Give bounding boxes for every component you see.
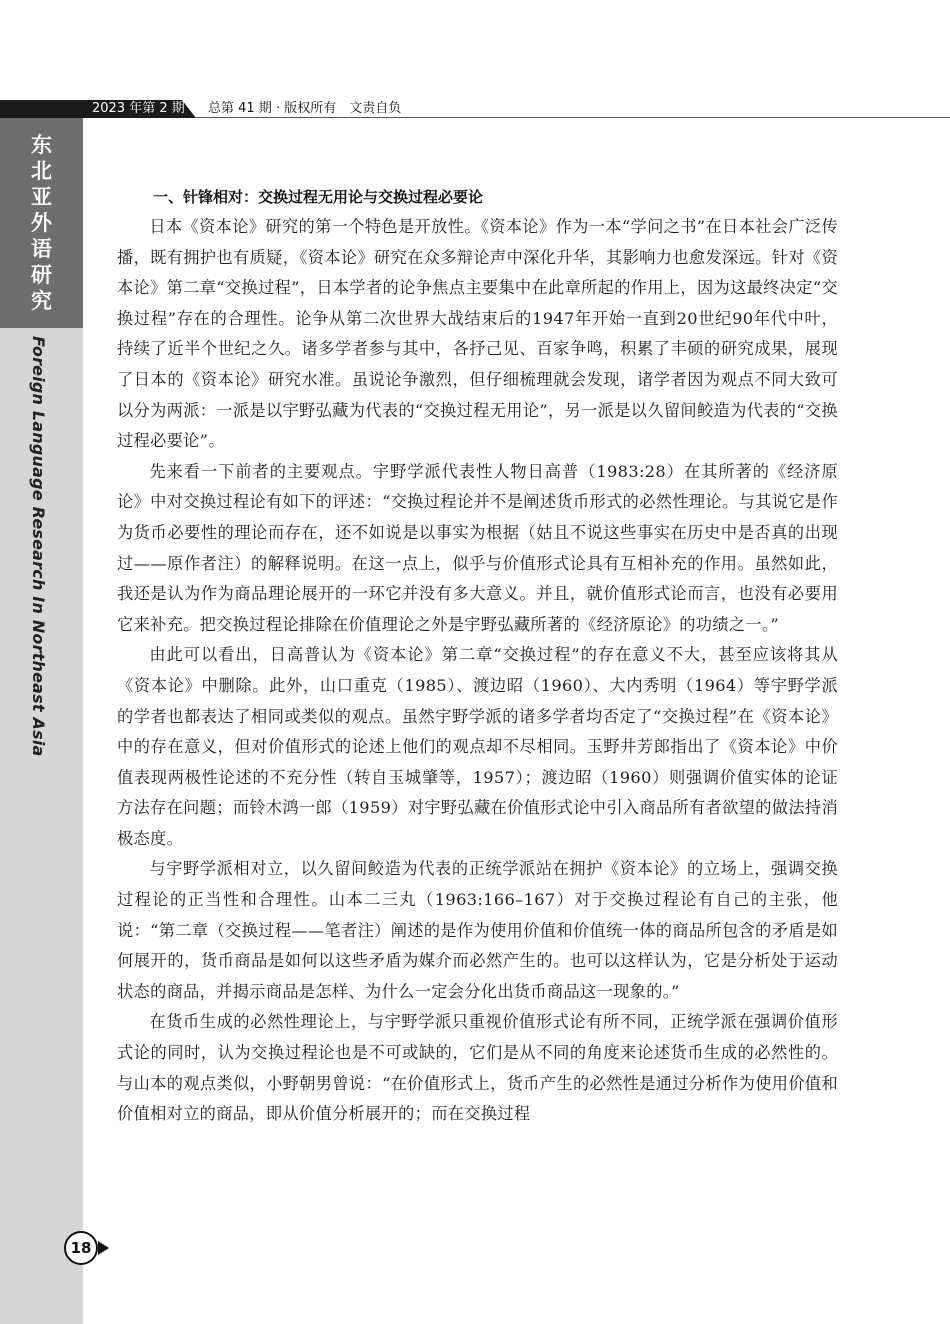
page-arrow-icon bbox=[98, 1241, 109, 1255]
header-issue: 2023 年第 2 期 bbox=[92, 101, 185, 116]
article-body bbox=[117, 182, 838, 1130]
running-header bbox=[0, 100, 950, 118]
paragraph: 在货币生成的必然性理论上，与宇野学派只重视价值形式论有所不同，正统学派在强调价值形式论的同时，认为交换过程论也是不可或缺的，它们是从不同的角度来论述货币生成的必然性的。与山本的观点类似，小野朝男曾说：“在价值形式上，货币产生的必然性是通过分析作为使用价值和价值相对立的商品，即从价值分析展开的；而在交换过程 bbox=[117, 1012, 838, 1124]
journal-title-char: 研 bbox=[31, 263, 52, 287]
section-heading: 一、针锋相对：交换过程无用论与交换过程必要论 bbox=[153, 188, 484, 206]
journal-title-block bbox=[0, 118, 83, 328]
paragraph: 先来看一下前者的主要观点。宇野学派代表性人物日高普（1983:28）在其所著的《经济原论》中对交换过程论有如下的评述：“交换过程论并不是阐述货币形式的必然性理论。与其说它是作为货币必要性的理论而存在，还不如说是以事实为根据（姑且不说这些事实在历史中是否真的出现过——原作者注）的解释说明。在这一点上，似乎与价值形式论具有互相补充的作用。虽然如此，我还是认为作为商品理论展开的一环它并没有多大意义。并且，就价值形式论而言，也没有必要用它来补充。把交换过程论排除在价值理论之外是宇野弘藏所著的《经济原论》的功绩之一。” bbox=[117, 461, 838, 634]
paragraph: 由此可以看出，日高普认为《资本论》第二章“交换过程”的存在意义不大，甚至应该将其从《资本论》中删除。此外，山口重克（1985）、渡边昭（1960）、大内秀明（1964）等宇野学派的学者也都表达了相同或类似的观点。虽然宇野学派的诸多学者均否定了“交换过程”在《资本论》中的存在意义，但对价值形式的论述上他们的观点却不尽相同。玉野井芳郎指出了《资本论》中价值表现两极性论述的不充分性（转自玉城肇等，1957）；渡边昭（1960）则强调价值实体的论证方法存在问题；而铃木鸿一郎（1959）对宇野弘藏在价值形式论中引入商品所有者欲望的做法持消极态度。 bbox=[117, 645, 838, 848]
page-number: 18 bbox=[64, 1231, 98, 1265]
journal-title-char: 语 bbox=[31, 237, 52, 261]
journal-title-char: 东 bbox=[31, 133, 52, 157]
header-series: 总第 41 期 · 版权所有 文责自负 bbox=[208, 101, 402, 116]
journal-title-char: 亚 bbox=[31, 185, 52, 209]
journal-sidebar bbox=[0, 118, 83, 1324]
paragraph: 日本《资本论》研究的第一个特色是开放性。《资本论》作为一本“学问之书”在日本社会广泛传播，既有拥护也有质疑，《资本论》研究在众多辩论声中深化升华，其影响力也愈发深远。针对《资本论》第二章“交换过程”，日本学者的论争焦点主要集中在此章所起的作用上，因为这最终决定“交换过程”存在的合理性。论争从第二次世界大战结束后的1947年开始一直到20世纪90年代中叶，持续了近半个世纪之久。诸多学者参与其中，各抒己见、百家争鸣，积累了丰硕的研究成果，展现了日本的《资本论》研究水准。虽说论争激烈，但仔细梳理就会发现，诸学者因为观点不同大致可以分为两派：一派是以宇野弘藏为代表的“交换过程无用论”，另一派是以久留间鲛造为代表的“交换过程必要论”。 bbox=[117, 217, 838, 451]
paragraph: 与宇野学派相对立，以久留间鲛造为代表的正统学派站在拥护《资本论》的立场上，强调交换过程论的正当性和合理性。山本二三丸（1963:166–167）对于交换过程论有自己的主张，他说：“第二章（交换过程——笔者注）阐述的是作为使用价值和价值统一体的商品所包含的矛盾是如何展开的，货币商品是如何以这些矛盾为媒介而必然产生的。也可以这样认为，它是分析处于运动状态的商品，并揭示商品是怎样、为什么一定会分化出货币商品这一现象的。” bbox=[117, 859, 838, 1001]
journal-title-en-wrap bbox=[20, 336, 60, 786]
journal-title-char: 外 bbox=[31, 211, 52, 235]
journal-title-cn bbox=[0, 132, 83, 314]
journal-title-char: 究 bbox=[31, 289, 52, 313]
journal-title-char: 北 bbox=[31, 159, 52, 183]
journal-title-en: Foreign Language Research In Northeast Asia bbox=[29, 336, 48, 757]
header-rule bbox=[196, 117, 950, 118]
